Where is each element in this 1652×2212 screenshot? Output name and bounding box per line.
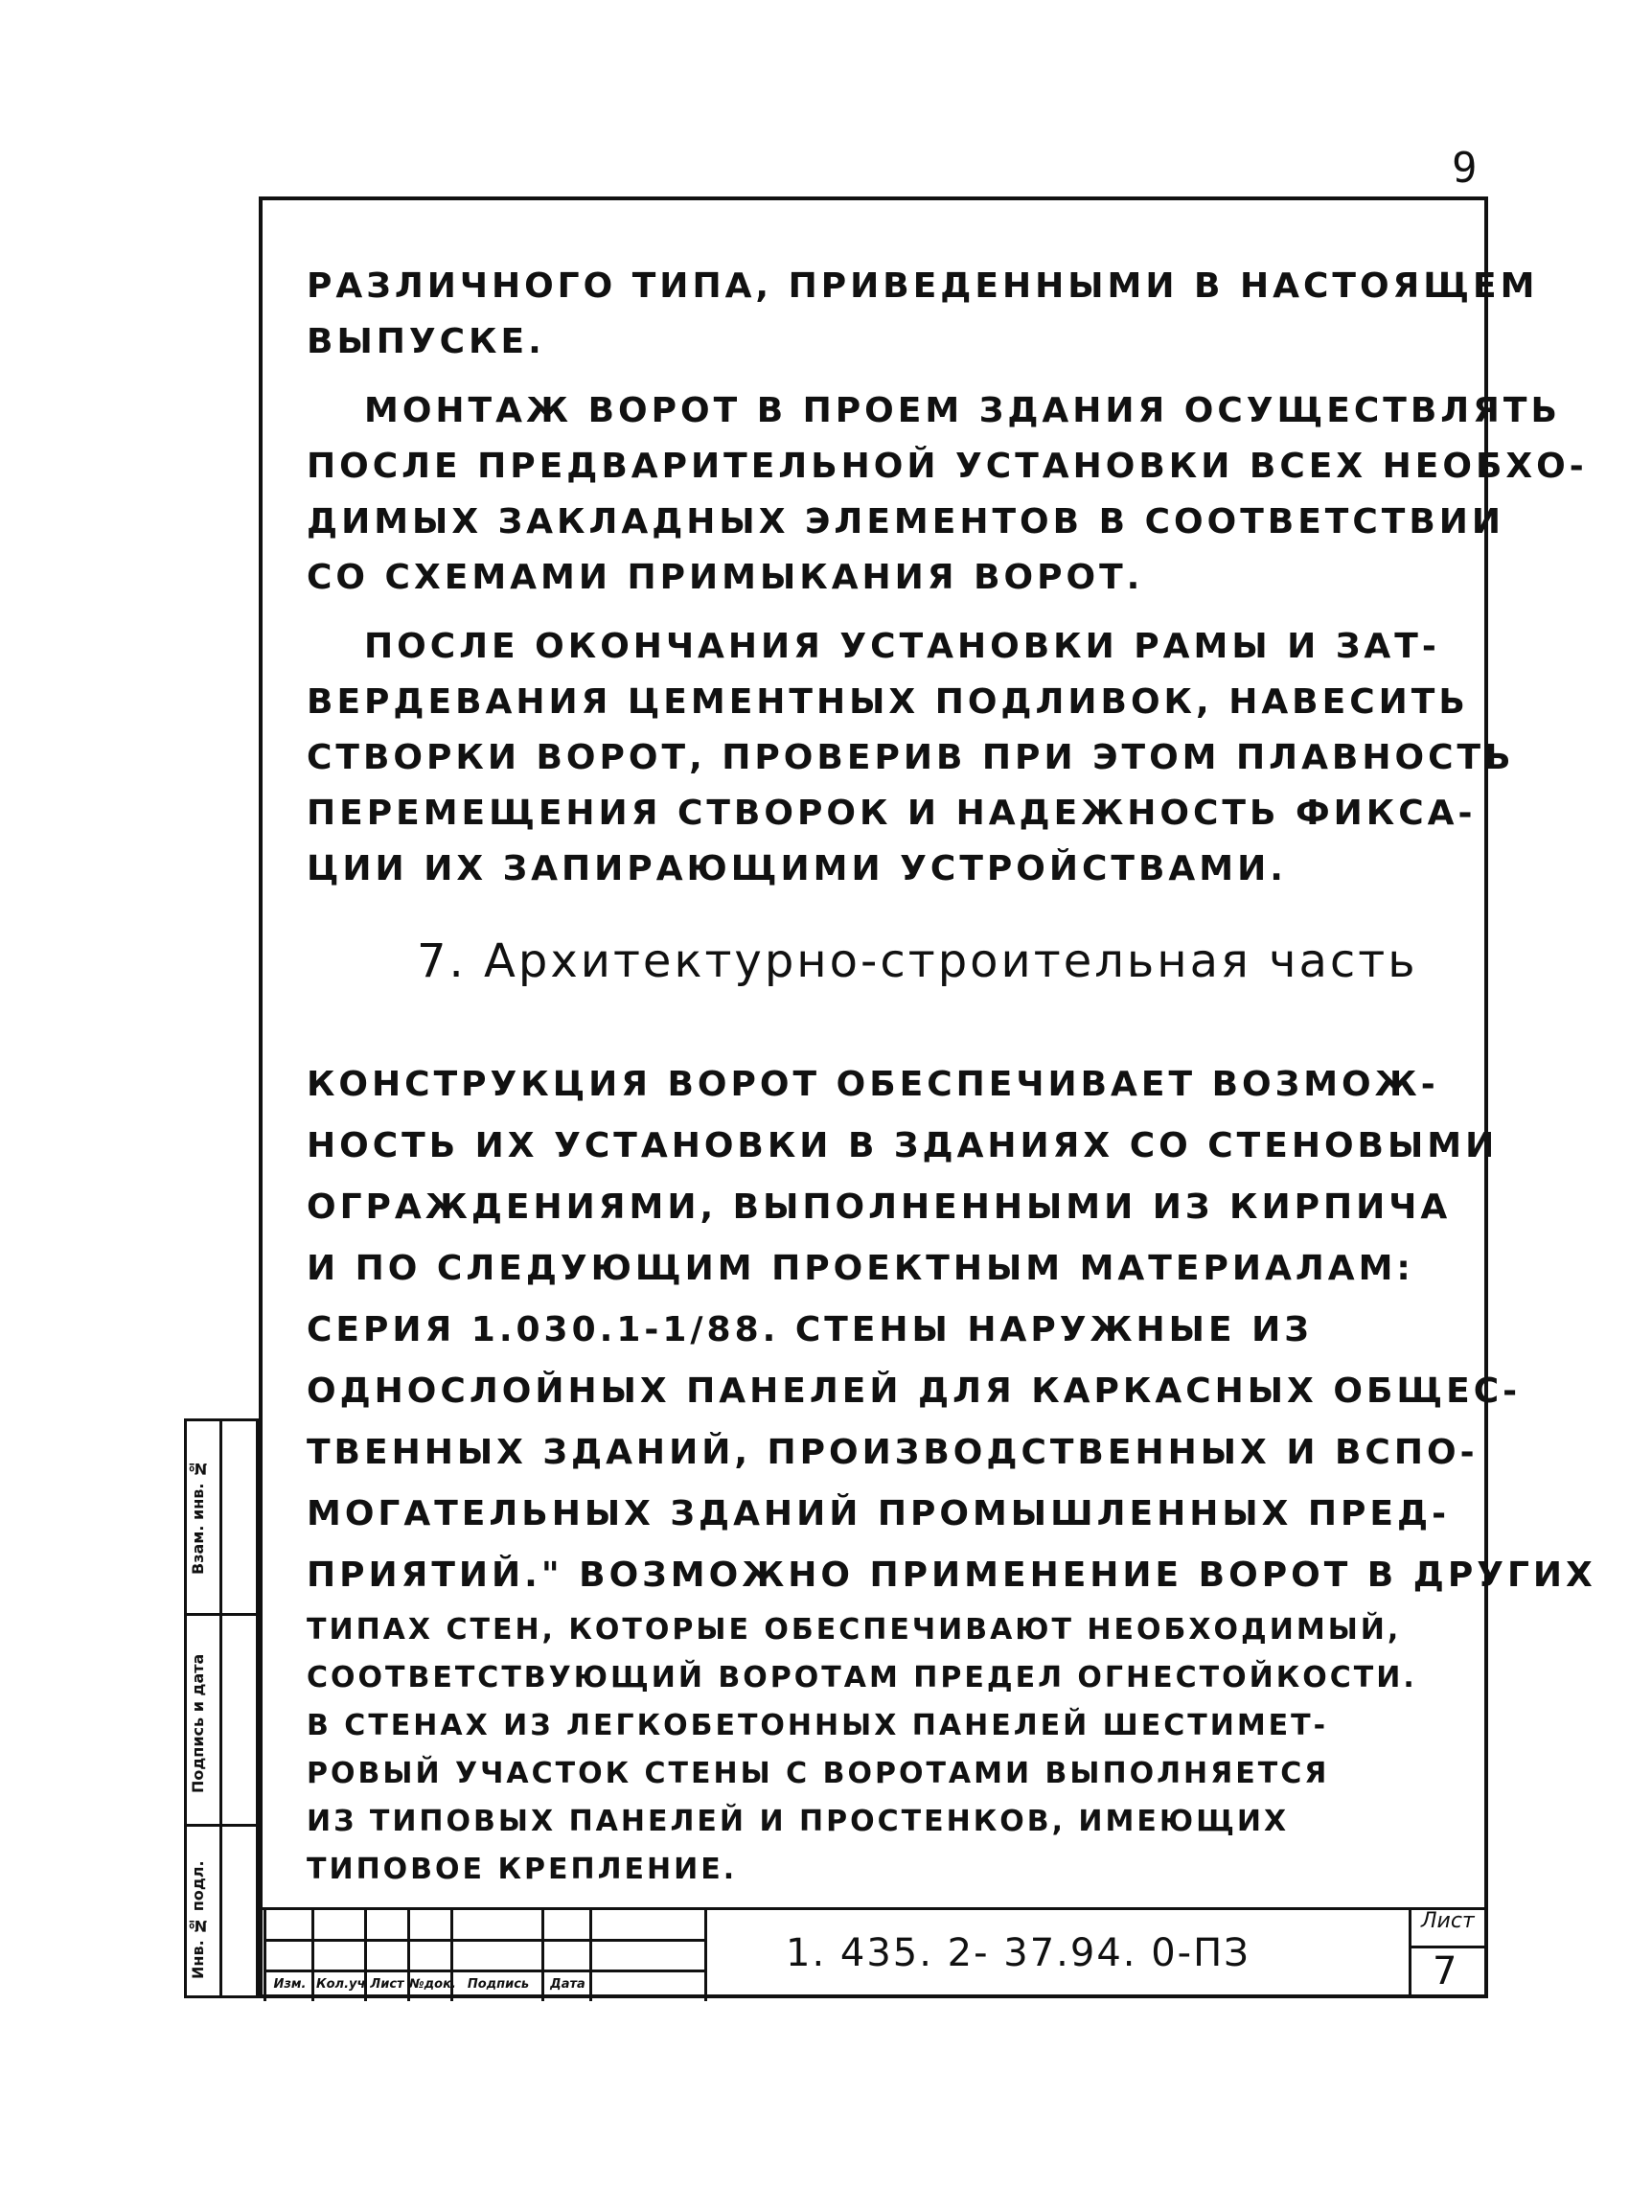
section-body <box>307 1054 1596 1894</box>
paragraph-2 <box>307 383 1588 606</box>
text-line: И ПО СЛЕДУЮЩИМ ПРОЕКТНЫМ МАТЕРИАЛАМ: <box>307 1249 1414 1288</box>
column-label: №док. <box>409 1977 456 1992</box>
text-line: ПРИЯТИЙ." ВОЗМОЖНО ПРИМЕНЕНИЕ ВОРОТ В ДРУГИХ <box>307 1555 1596 1595</box>
sheet-label: Лист <box>1421 1909 1475 1933</box>
paragraph-1 <box>307 259 1539 370</box>
sheet-divider <box>1411 1946 1488 1948</box>
body-text <box>307 259 1588 897</box>
grid-line <box>264 1970 704 1972</box>
text-line: ИЗ ТИПОВЫХ ПАНЕЛЕЙ И ПРОСТЕНКОВ, ИМЕЮЩИХ <box>307 1805 1290 1838</box>
text-line: СТВОРКИ ВОРОТ, ПРОВЕРИВ ПРИ ЭТОМ ПЛАВНОСТЬ <box>307 738 1515 777</box>
text-line: РОВЫЙ УЧАСТОК СТЕНЫ С ВОРОТАМИ ВЫПОЛНЯЕТСЯ <box>307 1757 1330 1790</box>
text-line: НОСТЬ ИХ УСТАНОВКИ В ЗДАНИЯХ СО СТЕНОВЫМИ <box>307 1126 1499 1165</box>
text-line: ПЕРЕМЕЩЕНИЯ СТВОРОК И НАДЕЖНОСТЬ ФИКСА- <box>307 794 1477 833</box>
text-line: РАЗЛИЧНОГО ТИПА, ПРИВЕДЕННЫМИ В НАСТОЯЩЕМ <box>307 266 1539 306</box>
strip-divider <box>187 1824 256 1827</box>
text-line: ВЕРДЕВАНИЯ ЦЕМЕНТНЫХ ПОДЛИВОК, НАВЕСИТЬ <box>307 682 1469 722</box>
side-margin-strip <box>184 1418 259 1998</box>
column-label: Подпись <box>467 1977 530 1992</box>
side-label-replacement: Взам. инв. № <box>189 1459 207 1576</box>
text-line: ТВЕННЫХ ЗДАНИЙ, ПРОИЗВОДСТВЕННЫХ И ВСПО- <box>307 1433 1479 1472</box>
text-line: МОГАТЕЛЬНЫХ ЗДАНИЙ ПРОМЫШЛЕННЫХ ПРЕД- <box>307 1494 1451 1533</box>
grid-line <box>704 1910 707 2001</box>
column-label: Изм. <box>273 1977 307 1992</box>
side-label-inventory: Инв. № подл. <box>189 1860 207 1979</box>
strip-divider-vertical <box>219 1421 222 1995</box>
grid-line <box>264 1910 266 2001</box>
paragraph-3 <box>307 619 1515 897</box>
text-line: СЕРИЯ 1.030.1-1/88. СТЕНЫ НАРУЖНЫЕ ИЗ <box>307 1310 1313 1349</box>
text-line: ТИПОВОЕ КРЕПЛЕНИЕ. <box>307 1853 738 1886</box>
title-block-grid <box>264 1910 704 2001</box>
page-number: 9 <box>1452 144 1478 193</box>
grid-line <box>589 1910 592 2001</box>
text-line: ПОСЛЕ ПРЕДВАРИТЕЛЬНОЙ УСТАНОВКИ ВСЕХ НЕОБХО- <box>307 447 1588 486</box>
text-line: ЦИИ ИХ ЗАПИРАЮЩИМИ УСТРОЙСТВАМИ. <box>307 849 1287 888</box>
text-line: МОНТАЖ ВОРОТ В ПРОЕМ ЗДАНИЯ ОСУЩЕСТВЛЯТЬ <box>364 391 1561 430</box>
text-line: ОГРАЖДЕНИЯМИ, ВЫПОЛНЕННЫМИ ИЗ КИРПИЧА <box>307 1187 1452 1227</box>
sheet-box <box>1409 1907 1488 1998</box>
column-label: Дата <box>550 1977 585 1992</box>
grid-line <box>264 1939 704 1942</box>
text-line: СООТВЕТСТВУЮЩИЙ ВОРОТАМ ПРЕДЕЛ ОГНЕСТОЙКОСТИ. <box>307 1661 1417 1694</box>
text-line: ОДНОСЛОЙНЫХ ПАНЕЛЕЙ ДЛЯ КАРКАСНЫХ ОБЩЕС- <box>307 1371 1522 1411</box>
grid-line <box>541 1910 544 2001</box>
text-line: КОНСТРУКЦИЯ ВОРОТ ОБЕСПЕЧИВАЕТ ВОЗМОЖ- <box>307 1065 1439 1104</box>
strip-divider <box>187 1613 256 1616</box>
text-line: ТИПАХ СТЕН, КОТОРЫЕ ОБЕСПЕЧИВАЮТ НЕОБХОДИМЫЙ, <box>307 1613 1402 1647</box>
text-line: В СТЕНАХ ИЗ ЛЕГКОБЕТОННЫХ ПАНЕЛЕЙ ШЕСТИМЕТ- <box>307 1709 1329 1742</box>
section-heading: 7. Архитектурно-строительная часть <box>417 934 1418 988</box>
column-label: Кол.уч <box>316 1977 366 1992</box>
text-line: ВЫПУСКЕ. <box>307 322 545 361</box>
text-line: ПОСЛЕ ОКОНЧАНИЯ УСТАНОВКИ РАМЫ И ЗАТ- <box>364 627 1440 666</box>
text-line: СО СХЕМАМИ ПРИМЫКАНИЯ ВОРОТ. <box>307 558 1144 597</box>
side-label-signature-date: Подпись и дата <box>189 1653 207 1793</box>
document-code: 1. 435. 2- 37.94. 0-ПЗ <box>786 1931 1250 1975</box>
text-line: ДИМЫХ ЗАКЛАДНЫХ ЭЛЕМЕНТОВ В СООТВЕТСТВИИ <box>307 502 1505 541</box>
grid-line <box>311 1910 314 2001</box>
sheet-number: 7 <box>1433 1949 1457 1993</box>
column-label: Лист <box>370 1977 404 1992</box>
